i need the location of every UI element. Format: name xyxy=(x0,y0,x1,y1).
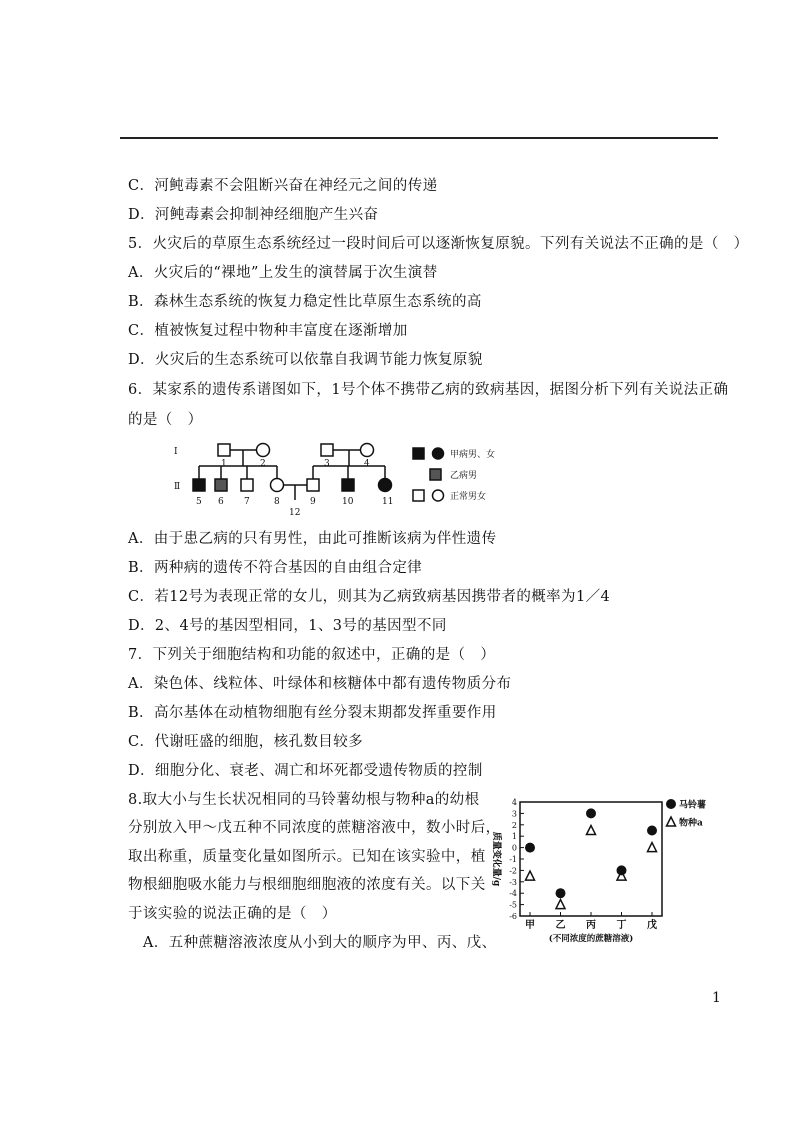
y-tick-label: -1 xyxy=(509,855,517,864)
option-b-q7: B．高尔基体在动植物细胞有丝分裂末期都发挥重要作用 xyxy=(128,705,497,721)
pedigree-ind-11 xyxy=(379,479,392,492)
ind-label-4: 4 xyxy=(364,459,370,469)
ind-label-6: 6 xyxy=(218,497,224,507)
legend-label: 物种a xyxy=(679,818,703,829)
option-b-q6: B．两种病的遗传不符合基因的自由组合定律 xyxy=(128,560,423,576)
legend-disease-b: 乙病男 xyxy=(450,471,478,481)
legend-normal: 正常男女 xyxy=(450,492,487,502)
ind-label-3: 3 xyxy=(324,459,330,469)
option-c-q4: C．河鲀毒素不会阻断兴奋在神经元之间的传递 xyxy=(128,178,438,194)
y-tick-label: 4 xyxy=(511,798,517,807)
point-species-a xyxy=(587,826,596,835)
question-7: 7．下列关于细胞结构和功能的叙述中，正确的是（ ） xyxy=(128,647,496,663)
legend-marker-species-a xyxy=(667,817,676,826)
option-b-q5: B．森林生态系统的恢复力稳定性比草原生态系统的高 xyxy=(128,294,482,310)
point-species-a xyxy=(556,900,565,909)
ind-label-12: 12 xyxy=(289,508,301,518)
pedigree-ind-10 xyxy=(342,479,354,491)
pedigree-ind-1 xyxy=(218,444,230,456)
ind-label-1: 1 xyxy=(221,459,227,469)
point-potato xyxy=(525,843,535,853)
pedigree-ind-5 xyxy=(193,479,205,491)
y-tick-label: -4 xyxy=(509,889,517,899)
option-c-q6: C．若12号为表现正常的女儿，则其为乙病致病基因携带者的概率为1／4 xyxy=(128,589,611,605)
option-a-q8: A．五种蔗糖溶液浓度从小到大的顺序为甲、丙、戊、 xyxy=(128,935,497,951)
option-a-q7: A．染色体、线粒体、叶绿体和核糖体中都有遗传物质分布 xyxy=(128,676,512,692)
y-axis-label: 质量变化量/g xyxy=(491,831,501,887)
option-d-q5: D．火灾后的生态系统可以依靠自我调节能力恢复原貌 xyxy=(128,352,483,368)
question-6-cont: 的是（ ） xyxy=(128,412,203,428)
x-tick-label: 戊 xyxy=(647,920,657,931)
option-c-q5: C．植被恢复过程中物种丰富度在逐渐增加 xyxy=(128,323,408,339)
option-d-q7: D．细胞分化、衰老、凋亡和坏死都受遗传物质的控制 xyxy=(128,763,483,779)
pedigree-figure xyxy=(168,436,528,524)
question-8-cont-4: 于该实验的说法正确的是（ ） xyxy=(128,906,337,922)
legend-label: 马铃薯 xyxy=(679,800,707,811)
page-number: 1 xyxy=(712,990,721,1006)
option-d-q4: D．河鲀毒素会抑制神经细胞产生兴奋 xyxy=(128,207,379,223)
y-tick-label: 3 xyxy=(511,809,517,819)
x-tick-label: 丙 xyxy=(586,920,596,931)
pedigree-ind-7 xyxy=(241,479,253,491)
x-tick-label: 甲 xyxy=(525,920,535,931)
pedigree-ind-8 xyxy=(271,479,284,492)
y-tick-label: -2 xyxy=(509,866,517,876)
header-rule xyxy=(120,137,718,139)
x-axis-label: (不同浓度的蔗糖溶液) xyxy=(548,934,634,944)
chart-frame xyxy=(520,802,662,916)
question-5: 5．火灾后的草原生态系统经过一段时间后可以逐渐恢复原貌。下列有关说法不正确的是（ ） xyxy=(128,236,749,252)
option-d-q6: D．2、4号的基因型相同，1、3号的基因型不同 xyxy=(128,618,447,634)
question-8-cont-3: 物根細胞吸水能力与根细胞细胞液的浓度有关。以下关 xyxy=(128,877,486,893)
gen-label-2: Ⅱ xyxy=(174,482,181,492)
pedigree-ind-6 xyxy=(215,479,227,491)
option-a-q5: A．火灾后的“裸地”上发生的演替属于次生演替 xyxy=(128,265,438,281)
y-tick-label: -6 xyxy=(509,912,517,921)
question-6: 6．某家系的遗传系谱图如下，1号个体不携带乙病的致病基因，据图分析下列有关说法正确 xyxy=(128,382,729,398)
question-8-cont-2: 取出称重，质量变化量如图所示。已知在该实验中，植 xyxy=(128,849,486,865)
ind-label-5: 5 xyxy=(196,497,202,507)
ind-label-2: 2 xyxy=(260,459,266,469)
x-tick-label: 丁 xyxy=(616,920,627,931)
ind-label-11: 11 xyxy=(382,497,394,507)
point-potato xyxy=(647,826,657,836)
question-8-cont-1: 分别放入甲～戊五种不同浓度的蔗糖溶液中，数小时后， xyxy=(128,820,501,836)
x-tick-label: 乙 xyxy=(555,920,566,931)
ind-label-10: 10 xyxy=(342,497,354,507)
y-tick-label: 0 xyxy=(511,843,517,853)
pedigree-ind-3 xyxy=(321,444,333,456)
y-tick-label: -3 xyxy=(509,877,517,887)
gen-label-1: Ⅰ xyxy=(174,447,178,457)
point-species-a xyxy=(648,843,657,852)
legend-marker-potato xyxy=(666,799,676,809)
mass-change-chart xyxy=(476,792,707,950)
pedigree-ind-2 xyxy=(257,444,270,457)
pedigree-ind-9 xyxy=(307,479,319,491)
legend-disease-a: 甲病男、女 xyxy=(450,450,496,460)
ind-label-9: 9 xyxy=(310,497,316,507)
option-c-q7: C．代谢旺盛的细胞，核孔数目较多 xyxy=(128,734,363,750)
y-tick-label: -5 xyxy=(509,900,517,910)
y-tick-label: 2 xyxy=(511,820,517,830)
point-potato xyxy=(556,888,566,898)
y-tick-label: 1 xyxy=(511,832,517,842)
ind-label-8: 8 xyxy=(274,497,280,507)
point-species-a xyxy=(526,871,535,880)
point-potato xyxy=(586,808,596,818)
pedigree-ind-4 xyxy=(361,444,374,457)
ind-label-7: 7 xyxy=(244,497,250,507)
option-a-q6: A．由于患乙病的只有男性，由此可推断该病为伴性遗传 xyxy=(128,531,497,547)
question-8: 8.取大小与生长状况相同的马铃薯幼根与物种a的幼根 xyxy=(128,792,480,808)
